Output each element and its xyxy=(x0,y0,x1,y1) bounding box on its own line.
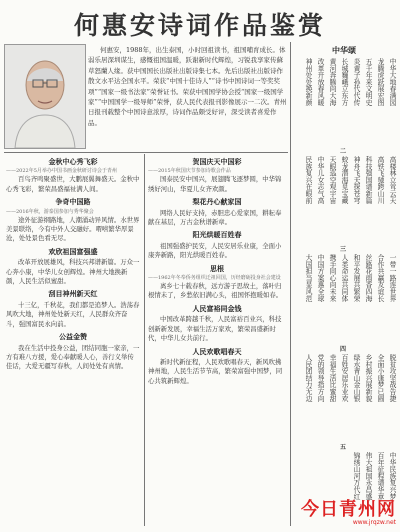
poem-title: 思根 xyxy=(210,263,224,273)
poem-body: 我在生活中投身公益，团结同胞一家亲，一方有难八方援，爱心奉献暖人心，善行义举传佳话，大爱无疆写春秋，人间处处有真情。 xyxy=(6,343,140,371)
verse-line: 炎黄子孙代代传 xyxy=(352,58,360,106)
verse-line: 绿水青山金山银 xyxy=(352,354,360,402)
verse-line: 和平发展共繁荣 xyxy=(352,254,360,302)
author-biography: 何惠安，1988年，出生泰国，小时回祖读书，祖国哺育成长。体弱乐居深圳谋生，感慨祖国温暖，跃谢新时代辉煌，习锐我享家传蘇草怒蘭人缘。获中国国长出版社出版诗集七本。先后出版社出版诗作散文水平达全国水平。荣获“中国十佳诗人”“诗书中国诗词一等奖奖项”“国家一级书法家”荣誉证书。荣获中国国学协会授“国家一级国学家”“中国国学一级导师”荣誉，获人民代表报刊影像展示一二次。青州日报刊载整个中国诗意浓厚，诗词作品颇受好评，深受读者喜爱作品。 xyxy=(88,46,287,127)
verse-line: 人民团结力无边 xyxy=(304,354,312,402)
verse-line: 民族复兴在眼前 xyxy=(304,156,312,204)
section-number: 五 xyxy=(340,444,347,451)
verse-line: 长城巍峨立东方 xyxy=(340,58,348,106)
poem-note: ——1962年冬奉侨务组织迁祖回国，历经磨砺投身社会建设 xyxy=(148,275,281,282)
site-logo: 今日青州网 xyxy=(301,499,396,520)
verse-line: 百年征程谱华章 xyxy=(376,452,384,500)
verse-line: 合作共赢友谊长 xyxy=(376,254,384,302)
poem-body: 途外征游纲路地，人潮涌动异风情。水世界美景联络，今有中外人交融好。喟嘻繁华厚景沧，处处景色看无尽。 xyxy=(6,215,140,243)
verse-line: 蛟龙潜海觅宝藏 xyxy=(340,156,348,204)
verse-line: 党的领导指方向 xyxy=(316,354,324,402)
site-url: www.jrqzw.net xyxy=(352,519,396,526)
poem-body: 祖国强盛护民安，人民安居乐业康，全面小康奔新路，阳光烘暖百姓春。 xyxy=(148,241,282,260)
poem-title: 人民欢歌唱春天 xyxy=(192,346,242,356)
poem-body: 离乡七十载春秋，远方游子思故土，落叶归根情未了，乡愁依旧满心头，祖国怀抱暖如春。 xyxy=(148,282,283,300)
divider xyxy=(290,42,291,526)
poem-title: 刮目神州新天红 xyxy=(48,289,98,299)
verse-line: 高铁飞驰跨山川 xyxy=(376,156,384,204)
page-title: 何惠安诗词作品鉴赏 xyxy=(73,11,326,40)
site-watermark xyxy=(256,495,396,526)
poem-column-left xyxy=(6,154,140,528)
poem-body: 网络人民好支持，赤胆忠心爱家国，耕耘奉献在基层，万古金秋谱新章。 xyxy=(148,208,282,227)
section-number: 二 xyxy=(340,148,347,155)
verse-line: 锦绣山河万代红 xyxy=(352,452,360,500)
poem-body: 中国改革跨越千秋，人民富裕百业兴，科技创新新发展，幸福生活万家欢，繁荣昌盛新时代，中华儿女共前行。 xyxy=(148,315,282,343)
verse-line: 伟大祖国永昌盛 xyxy=(364,452,372,500)
verse-line: 脱贫攻坚战告捷 xyxy=(388,354,396,402)
poem-body: 国泰民安中国兴，展翅腾飞逐梦圆，中华锦绣好河山，华夏儿女齐欢颜。 xyxy=(148,175,282,193)
section-number: 四 xyxy=(340,346,347,353)
verse-line: 改革开放春风暖 xyxy=(316,58,324,106)
verse-line: 携手同心向未来 xyxy=(328,254,336,302)
author-photo xyxy=(4,44,86,149)
verse-line: 大国担当显风范 xyxy=(304,254,312,302)
poem-title: 阳光烘暖百姓春 xyxy=(192,230,242,240)
divider xyxy=(4,152,288,153)
verse-line: 科技强国谱新篇 xyxy=(364,156,372,204)
verse-line: 天眼巡空观宇宙 xyxy=(328,156,336,204)
poem-title: 梨花丹心献家国 xyxy=(192,197,242,207)
verse-line: 乡村振兴展新貌 xyxy=(364,354,372,402)
poem-column-middle xyxy=(148,154,286,528)
poem-title: 金秋中心秀飞彩 xyxy=(48,157,98,166)
verse-line: 中华儿女志气高 xyxy=(316,156,324,204)
poem-body: 百鸟齐鸣聚盛世，大鹏展翼舞盛天。金秋中心秀飞彩，繁荣昌盛福祉满人间。 xyxy=(6,175,140,193)
verse-line: 黄河奔腾向大海 xyxy=(328,58,336,106)
divider xyxy=(144,154,145,526)
section-number: 三 xyxy=(340,246,347,253)
verse-line: 百姓安居乐业欢 xyxy=(340,354,348,402)
poem-note: ——2022年5月举办中国书画金秋研讨诗会于青州 xyxy=(6,168,117,175)
poem-title: 争奇中国路 xyxy=(55,197,91,207)
poem-title: 公益金赞 xyxy=(59,332,87,342)
poem-title: 人民富裕同金钱 xyxy=(192,303,242,313)
verse-line: 丝路花雨香四海 xyxy=(364,254,372,302)
poem-note: ——2016年秋，游泰国参加与秀华聚会 xyxy=(6,208,94,215)
verse-line: 一带一路连世界 xyxy=(388,254,396,302)
poem-body: 改革开放展雄风，科技兴邦谱新篇。万众一心奔小康，中华儿女创辉煌。神州大地换新颜，人民生活似蜜甜。 xyxy=(6,258,140,286)
verse-line: 中华民族复兴梦 xyxy=(388,452,396,500)
verse-line: 龙腾虎跃展宏图 xyxy=(376,58,384,106)
verse-line: 神舟飞天探苍穹 xyxy=(352,156,360,204)
verse-line: 高楼林立耸云天 xyxy=(388,156,396,204)
verse-line: 幸福生活比蜜甜 xyxy=(328,354,336,402)
poem-title: 欢欣祖国富强盛 xyxy=(48,246,98,256)
poem-title: 贺国庆天中国彩 xyxy=(192,157,242,166)
poem-body: 新时代新征程，人民欢歌唱春天，新风吹拂神州地，人民生活节节高，繁荣富强中国梦，同心共筑新辉煌。 xyxy=(148,357,283,385)
verse-line: 五千年来文明史 xyxy=(364,58,372,106)
verse-line: 中华大地春满园 xyxy=(388,58,396,106)
right-poem-title: 中华颂 xyxy=(332,45,356,55)
right-poem-body xyxy=(292,58,396,520)
verse-line: 全面小康梦已圆 xyxy=(376,354,384,402)
verse-line: 中国方案惠全球 xyxy=(316,254,324,302)
poem-body: 十三亿，千秋花，我们都是追梦人。浩荡春风吹大地，神州处处新天红，人民群众齐奋斗，强国富民永向前。 xyxy=(6,300,140,328)
poem-note: ——2015年秋国庆节参加诗歌会作品 xyxy=(148,168,231,175)
verse-line: 人类命运共同体 xyxy=(340,254,348,302)
verse-line: 神州处处换新颜 xyxy=(304,58,312,106)
